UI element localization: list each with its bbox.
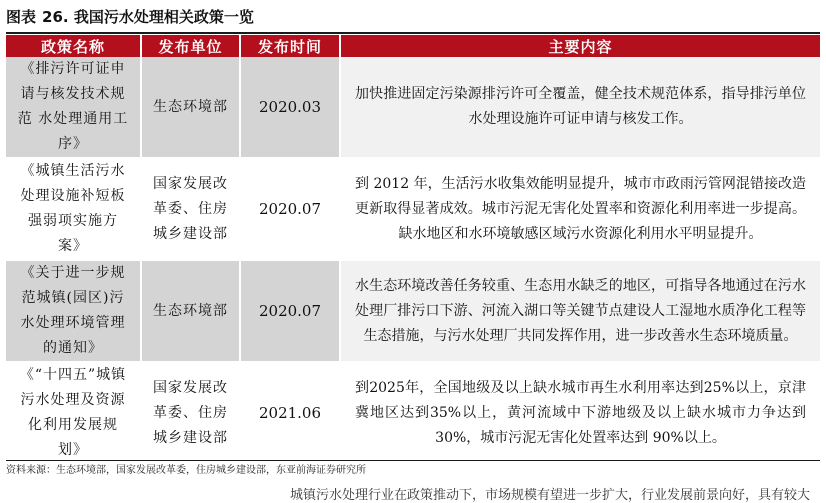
cell-policy-name: 《城镇生活污水处理设施补短板强弱项实施方案》 (6, 158, 141, 260)
cell-content: 到2025年，全国地级及以上缺水城市再生水利用率达到25%以上，京津冀地区达到35%以上，黄河流域中下游地级及以上缺水城市力争达到 30%，城市污泥无害化处置率达到 90%以上。 (340, 362, 820, 464)
cell-date: 2021.06 (240, 362, 340, 464)
header-policy-name: 政策名称 (6, 35, 141, 57)
cell-date: 2020.07 (240, 260, 340, 362)
cell-content: 到 2012 年，生活污水收集效能明显提升，城市市政雨污管网混错接改造更新取得显著成效。城市污泥无害化处置率和资源化利用率进一步提高。缺水地区和水环境敏感区域污水资源化利用水平明显提升。 (340, 158, 820, 260)
header-issuer: 发布单位 (141, 35, 240, 57)
cell-date: 2020.07 (240, 158, 340, 260)
table-row (6, 158, 820, 260)
cell-content: 加快推进固定污染源排污许可全覆盖，健全技术规范体系，指导排污单位水处理设施许可证申请与核发工作。 (340, 57, 820, 158)
header-content: 主要内容 (340, 35, 820, 57)
cell-issuer: 国家发展改革委、住房城乡建设部 (141, 362, 240, 464)
source-note: 资料来源：生态环境部，国家发展改革委，住房城乡建设部，东亚前海证券研究所 (6, 465, 366, 476)
cell-issuer: 生态环境部 (141, 260, 240, 362)
cell-issuer: 生态环境部 (141, 57, 240, 158)
table-row (6, 260, 820, 362)
figure-label: 图表 (6, 8, 37, 26)
top-rule (6, 32, 820, 34)
header-date: 发布时间 (240, 35, 340, 57)
cell-policy-name: 《关于进一步规范城镇(园区)污水处理环境管理的通知》 (6, 260, 141, 362)
cell-policy-name: 《“十四五”城镇污水处理及资源化利用发展规划》 (6, 362, 141, 464)
bottom-rule (6, 460, 820, 461)
figure-number: 26. (42, 8, 69, 26)
cell-issuer: 国家发展改革委、住房城乡建设部 (141, 158, 240, 260)
cell-content: 水生态环境改善任务较重、生态用水缺乏的地区，可指导各地通过在污水处理厂排污口下游、河流入湖口等关键节点建设人工湿地水质净化工程等生态措施，与污水处理厂共同发挥作用，进一步改善水生态环境质量。 (340, 260, 820, 362)
table-header-row (6, 35, 820, 57)
table-row (6, 362, 820, 464)
cell-date: 2020.03 (240, 57, 340, 158)
body-text-cutoff: 城镇污水处理行业在政策推动下，市场规模有望进一步扩大，行业发展前景向好，具有较大 (290, 488, 811, 503)
cell-policy-name: 《排污许可证申请与核发技术规范 水处理通用工序》 (6, 57, 141, 158)
figure-title-text: 我国污水处理相关政策一览 (73, 8, 254, 26)
figure-title (6, 5, 254, 29)
policy-table (6, 35, 820, 465)
table-row (6, 57, 820, 158)
